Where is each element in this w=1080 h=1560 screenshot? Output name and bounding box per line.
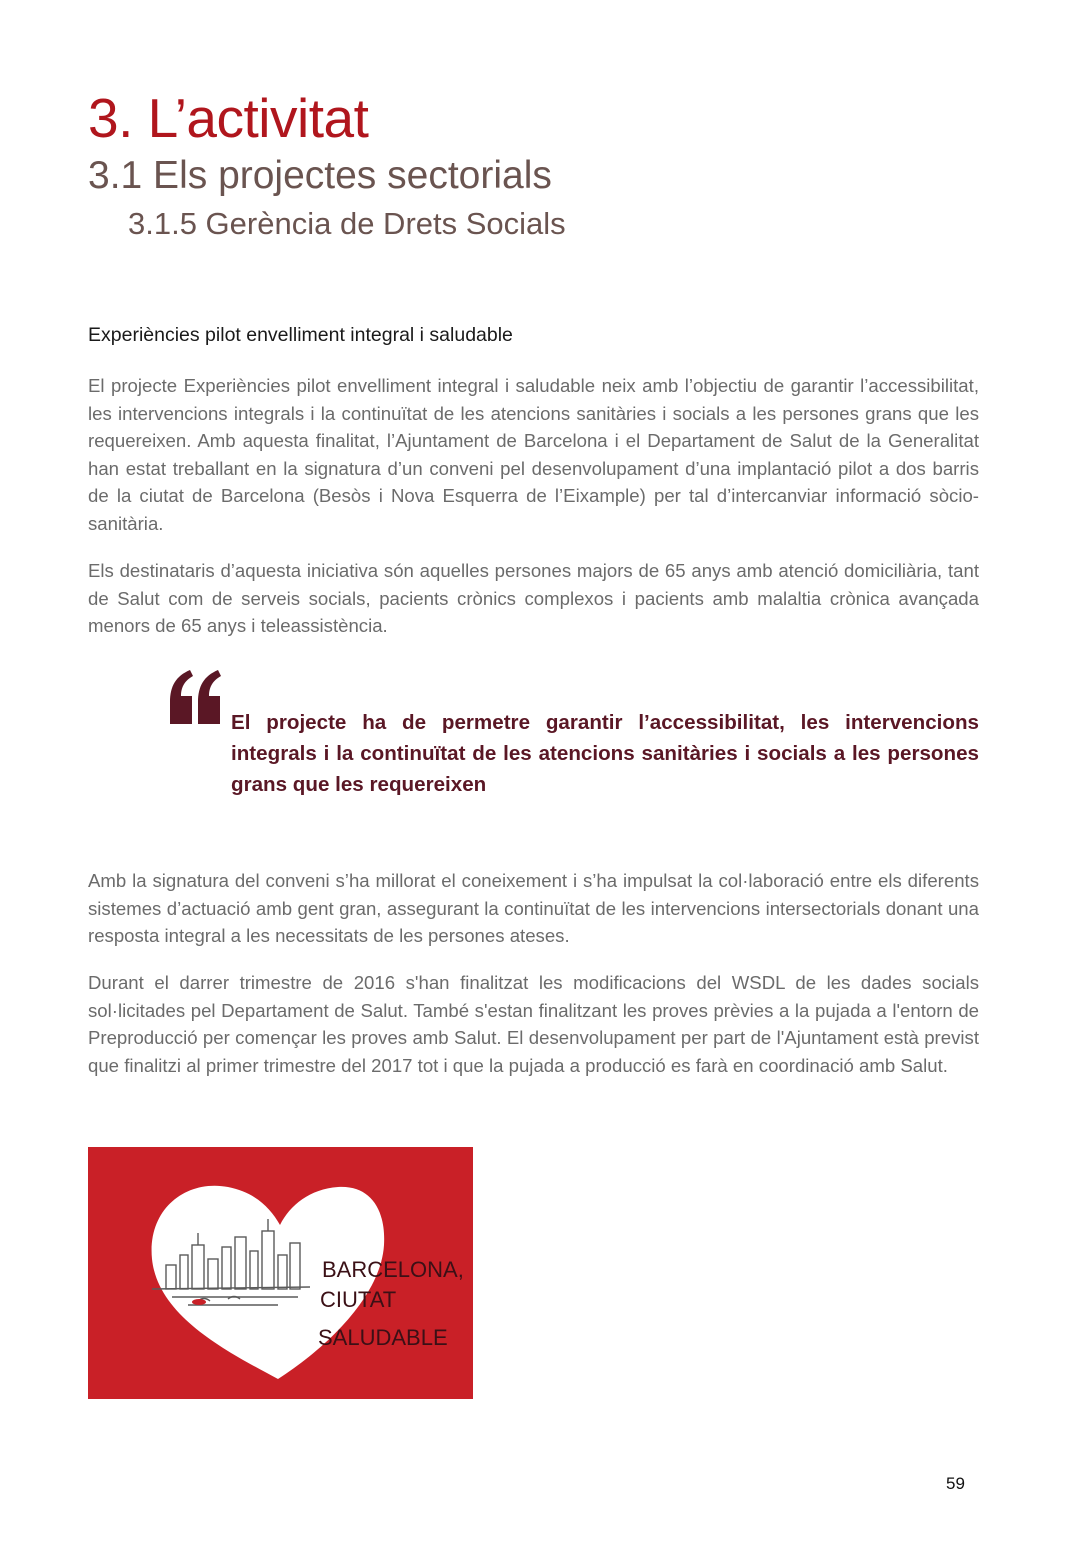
- logo-line: SALUDABLE: [318, 1325, 448, 1350]
- subsection-title: 3.1.5 Gerència de Drets Socials: [128, 206, 566, 241]
- quote-mark-icon: [168, 668, 224, 728]
- chapter-title: 3. L’activitat: [88, 87, 369, 149]
- logo-line: BARCELONA,: [322, 1257, 464, 1282]
- heart-city-skyline-icon: [152, 1186, 385, 1379]
- section-title: 3.1 Els projectes sectorials: [88, 154, 552, 197]
- page-number: 59: [946, 1474, 965, 1493]
- article-subtitle: Experiències pilot envelliment integral i saludable: [88, 324, 513, 346]
- body-paragraph: El projecte Experiències pilot envelliment integral i saludable neix amb l’objectiu de garantir l’accessibilitat, les intervencions integrals i la continuïtat de les atencions sanitàries i socials a les persones grans que les requereixen. Amb aquesta finalitat, l’Ajuntament de Barcelona i el Departament de Salut de la Generalitat han estat treballant en la signatura d’un conveni pel desenvolupament d’una implantació pilot a dos barris de la ciutat de Barcelona (Besòs i Nova Esquerra de l’Eixample) per tal d’intercanviar informació sòcio-sanitària.: [88, 375, 979, 534]
- body-paragraph: Els destinataris d’aquesta iniciativa són aquelles persones majors de 65 anys amb atenció domiciliària, tant de Salut com de serveis socials, pacients crònics complexos i pacients amb malaltia crònica avançada menors de 65 anys i teleassistència.: [88, 560, 979, 637]
- pull-quote: El projecte ha de permetre garantir l’accessibilitat, les intervencions integrals i la continuïtat de les atencions sanitàries i socials a les persones grans que les requereixen: [231, 711, 979, 796]
- barcelona-ciutat-saludable-logo: [88, 1147, 473, 1399]
- body-paragraph: Durant el darrer trimestre de 2016 s'han finalitzat les modificacions del WSDL de les dades socials sol·licitades pel Departament de Salut. També s'estan finalitzant les proves prèvies a la pujada a l'entorn de Preproducció per començar les proves amb Salut. El desenvolupament per part de l'Ajuntament està previst que finalitzi al primer trimestre del 2017 tot i que la pujada a producció es farà en coordinació amb Salut.: [88, 972, 979, 1076]
- logo-line: CIUTAT: [320, 1287, 397, 1312]
- body-paragraph: Amb la signatura del conveni s’ha millorat el coneixement i s’ha impulsat la col·laboració entre els diferents sistemes d’actuació amb gent gran, assegurant la continuïtat de les intervencions intersectorials donant una resposta integral a les necessitats de les persones ateses.: [88, 870, 979, 947]
